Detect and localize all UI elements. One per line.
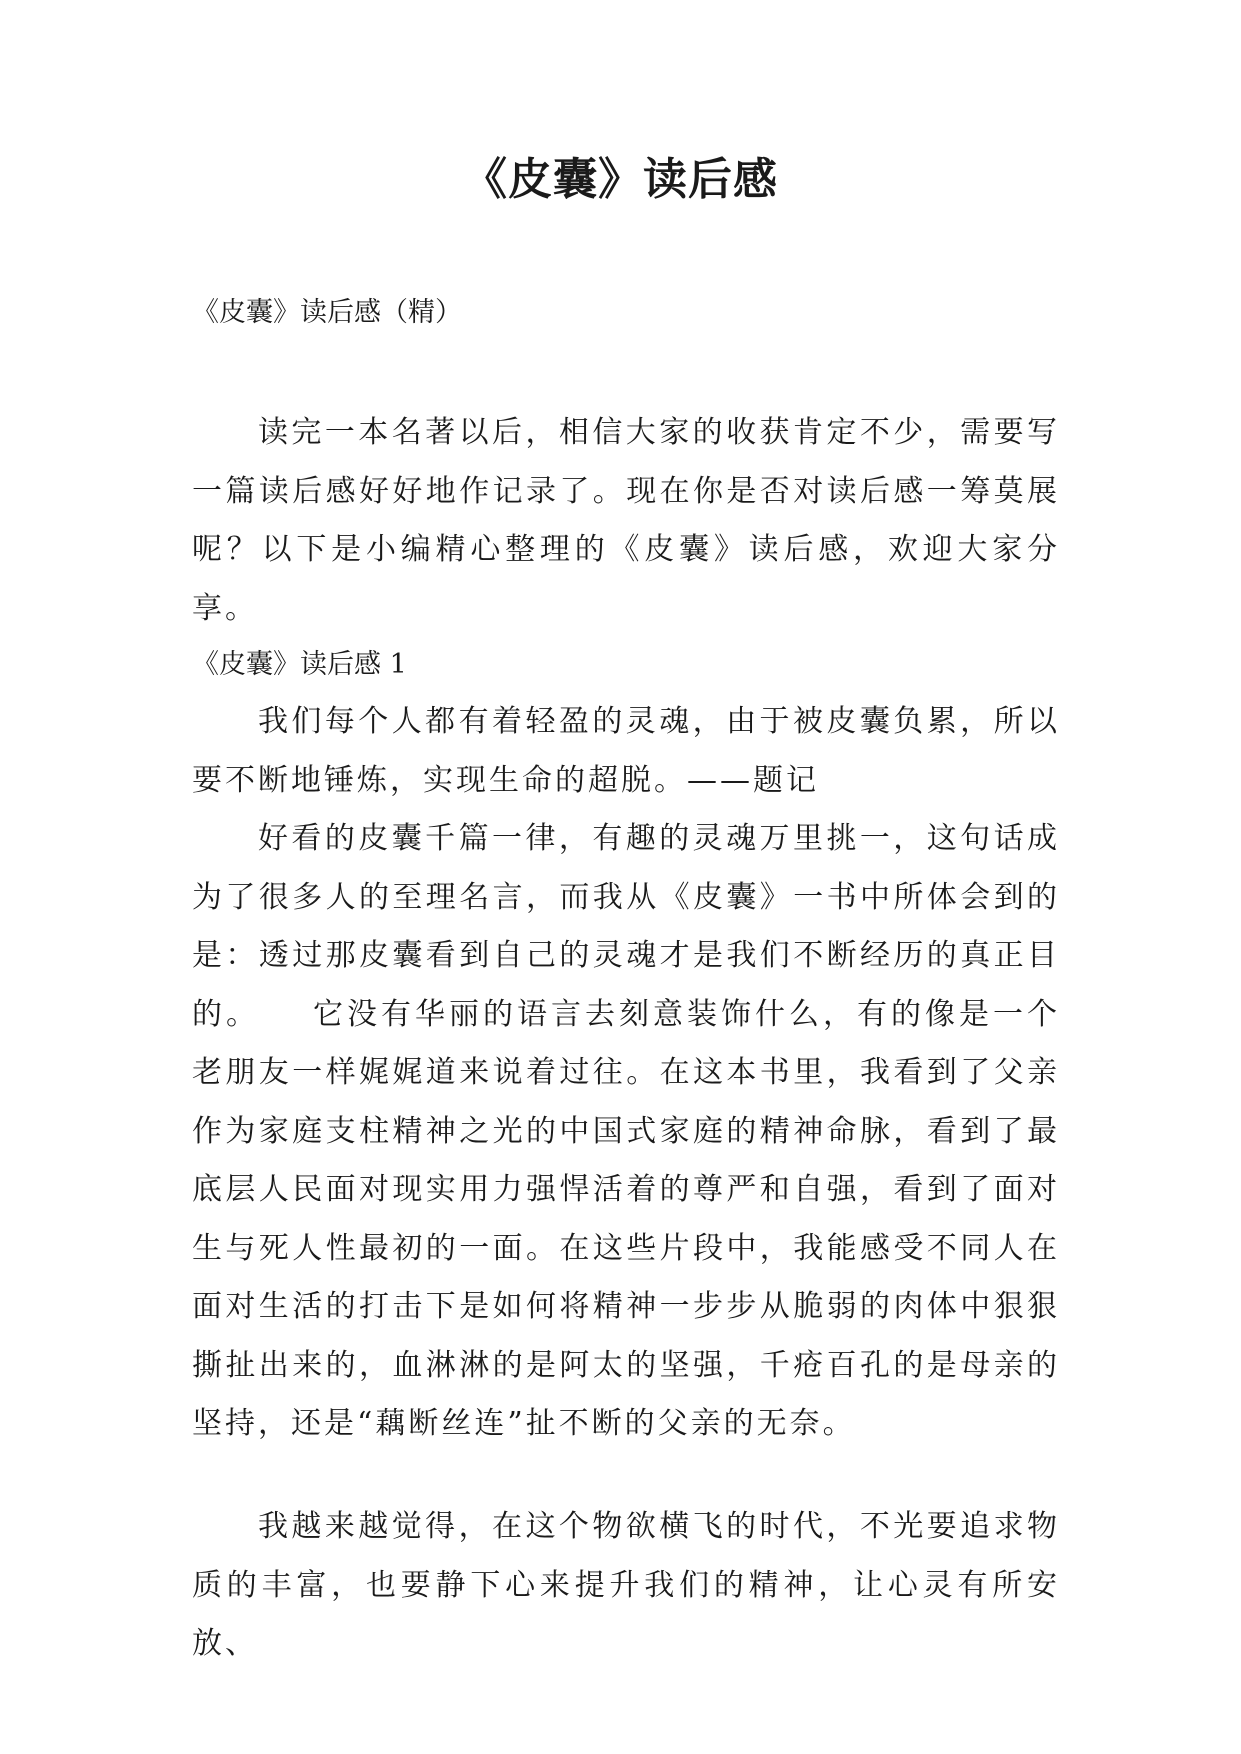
section-heading: 《皮囊》读后感 1 <box>192 649 407 680</box>
document-title: 《皮囊》读后感 <box>463 154 778 205</box>
body-paragraph-main: 好看的皮囊千篇一律，有趣的灵魂万里挑一，这句话成为了很多人的至理名言，而我从《皮囊》一书中所体会到的是：透过那皮囊看到自己的灵魂才是我们不断经历的真正目的。 它没有华丽的语言去刻意装饰什么，有的像是一个老朋友一样娓娓道来说着过往。在这本书里，我看到了父亲作为家庭支柱精神之光的中国式家庭的精神命脉，看到了最底层人民面对现实用力强悍活着的尊严和自强，看到了面对生与死人性最初的一面。在这些片段中，我能感受不同人在面对生活的打击下是如何将精神一步步从脆弱的肉体中狠狠撕扯出来的，血淋淋的是阿太的坚强，千疮百孔的是母亲的坚持，还是“藕断丝连”扯不断的父亲的无奈。 <box>192 821 1060 1441</box>
body-paragraph-epigraph: 我们每个人都有着轻盈的灵魂，由于被皮囊负累，所以要不断地锤炼，实现生命的超脱。——题记 <box>192 704 1060 798</box>
body-paragraph-closing: 我越来越觉得，在这个物欲横飞的时代，不光要追求物质的丰富，也要静下心来提升我们的精神，让心灵有所安放、 <box>192 1509 1060 1661</box>
document-subtitle: 《皮囊》读后感（精） <box>192 297 462 328</box>
intro-paragraph: 读完一本名著以后，相信大家的收获肯定不少，需要写一篇读后感好好地作记录了。现在你是否对读后感一筹莫展呢？以下是小编精心整理的《皮囊》读后感，欢迎大家分享。 <box>192 415 1060 626</box>
